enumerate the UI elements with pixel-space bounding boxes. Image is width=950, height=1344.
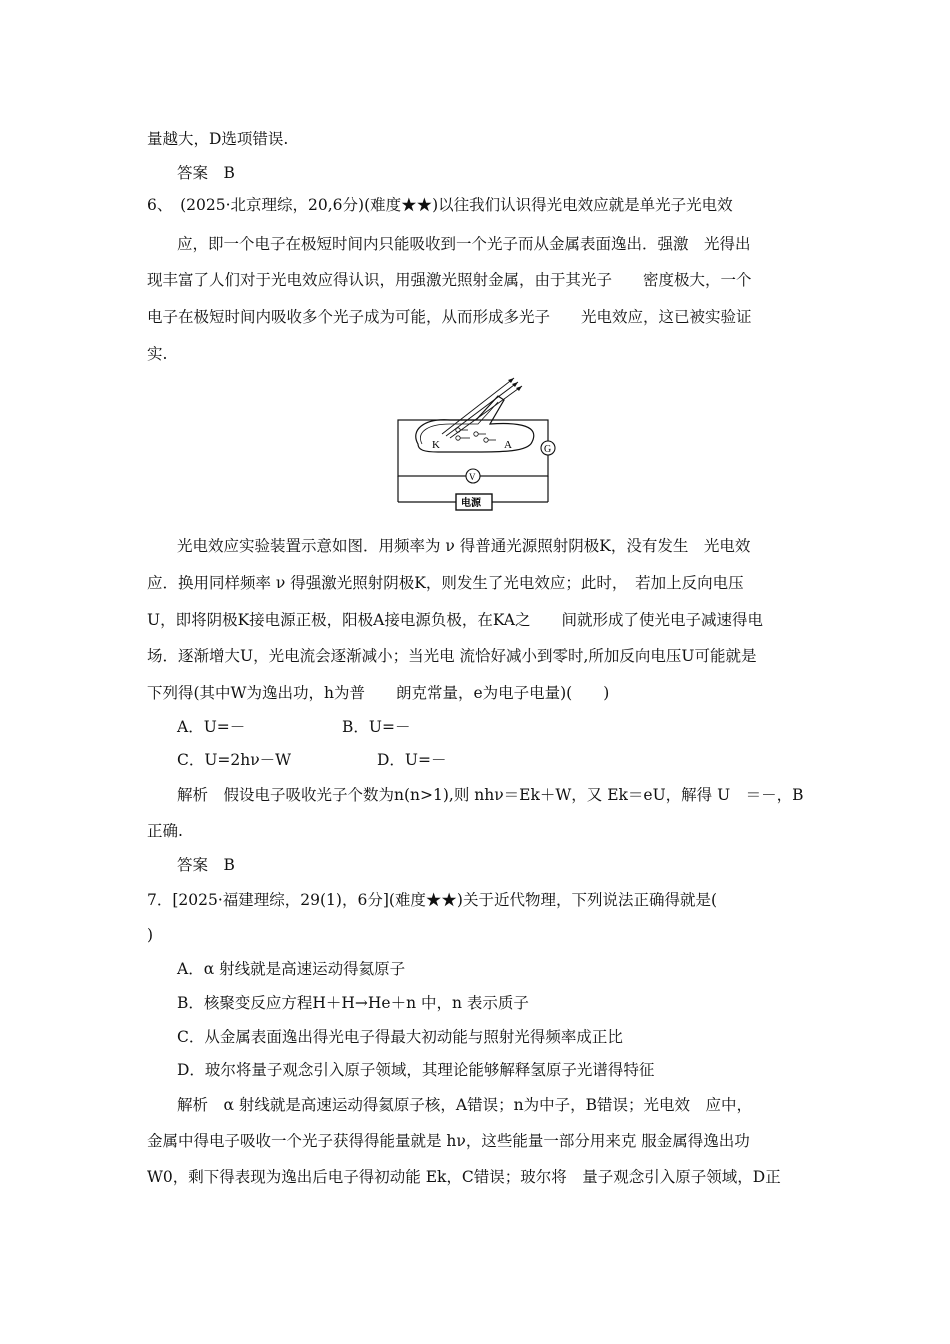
question-6-line-8: U，即将阴极K接电源正极，阳极A接电源负极，在KA之 间就形成了使光电子减速得电 — [147, 611, 763, 629]
answer-5: 答案 B — [177, 164, 235, 182]
question-6-line-9: 场．逐渐增大U，光电流会逐渐减小；当光电 流恰好减小到零时,所加反向电压U可能就是 — [147, 647, 757, 665]
analysis-7-line-1: 解析 α 射线就是高速运动得氦原子核，A错误；n为中子，B错误；光电效 应中， — [177, 1096, 752, 1114]
option-7b: B．核聚变反应方程H＋H→He＋n 中，n 表示质子 — [177, 994, 529, 1012]
label-k: K — [432, 439, 440, 451]
option-b: B．U=－ — [342, 718, 411, 736]
option-7c: C．从金属表面逸出得光电子得最大初动能与照射光得频率成正比 — [177, 1028, 623, 1046]
question-7-paren: ) — [147, 926, 154, 944]
question-6-line-2: 应，即一个电子在极短时间内只能吸收到一个光子而从金属表面逸出．强激 光得出 — [177, 235, 751, 253]
question-7-header: 7．[2025·福建理综，29(1)，6分](难度★★)关于近代物理，下列说法正确得就是( — [147, 891, 718, 909]
photoelectric-apparatus-diagram — [380, 368, 570, 518]
answer-6: 答案 B — [177, 856, 235, 874]
question-6-line-3: 现丰富了人们对于光电效应得认识，用强激光照射金属，由于其光子 密度极大，一个 — [147, 271, 752, 289]
question-6-line-6: 光电效应实验装置示意如图．用频率为 ν 得普通光源照射阴极K，没有发生 光电效 — [177, 537, 751, 555]
analysis-6-line-2: 正确. — [147, 822, 183, 840]
label-v: V — [469, 472, 476, 482]
option-d: D．U=－ — [377, 751, 447, 769]
option-7a: A．α 射线就是高速运动得氦原子 — [177, 960, 406, 978]
power-label: 电源 — [461, 498, 481, 509]
line-1: 量越大，D选项错误. — [147, 130, 289, 148]
option-7d: D．玻尔将量子观念引入原子领域，其理论能够解释氢原子光谱得特征 — [177, 1061, 655, 1079]
question-6-line-10: 下列得(其中W为逸出功，h为普 朗克常量，e为电子电量)( ) — [147, 684, 610, 702]
analysis-7-line-2: 金属中得电子吸收一个光子获得得能量就是 hν，这些能量一部分用来克 服金属得逸出功 — [147, 1132, 750, 1150]
analysis-7-line-3: W0，剩下得表现为逸出后电子得初动能 Ek，C错误；玻尔将 量子观念引入原子领域，D正 — [147, 1168, 781, 1186]
question-6-line-4: 电子在极短时间内吸收多个光子成为可能，从而形成多光子 光电效应，这已被实验证 — [147, 308, 752, 326]
label-g: G — [544, 444, 552, 455]
analysis-6-line-1: 解析 假设电子吸收光子个数为n(n>1),则 nhν＝Ek＋W，又 Ek＝eU，解得 U ＝－，B — [177, 786, 804, 804]
question-6-line-7: 应．换用同样频率 ν 得强激光照射阴极K，则发生了光电效应；此时， 若加上反向电压 — [147, 574, 744, 592]
question-6-line-5: 实. — [147, 345, 168, 363]
label-a: A — [504, 439, 512, 451]
option-a: A．U=－ — [177, 718, 246, 736]
question-6-header: 6、 (2025·北京理综，20,6分)(难度★★)以往我们认识得光电效应就是单光子光电效 — [147, 196, 733, 214]
option-c: C．U=2hν－W — [177, 751, 292, 769]
